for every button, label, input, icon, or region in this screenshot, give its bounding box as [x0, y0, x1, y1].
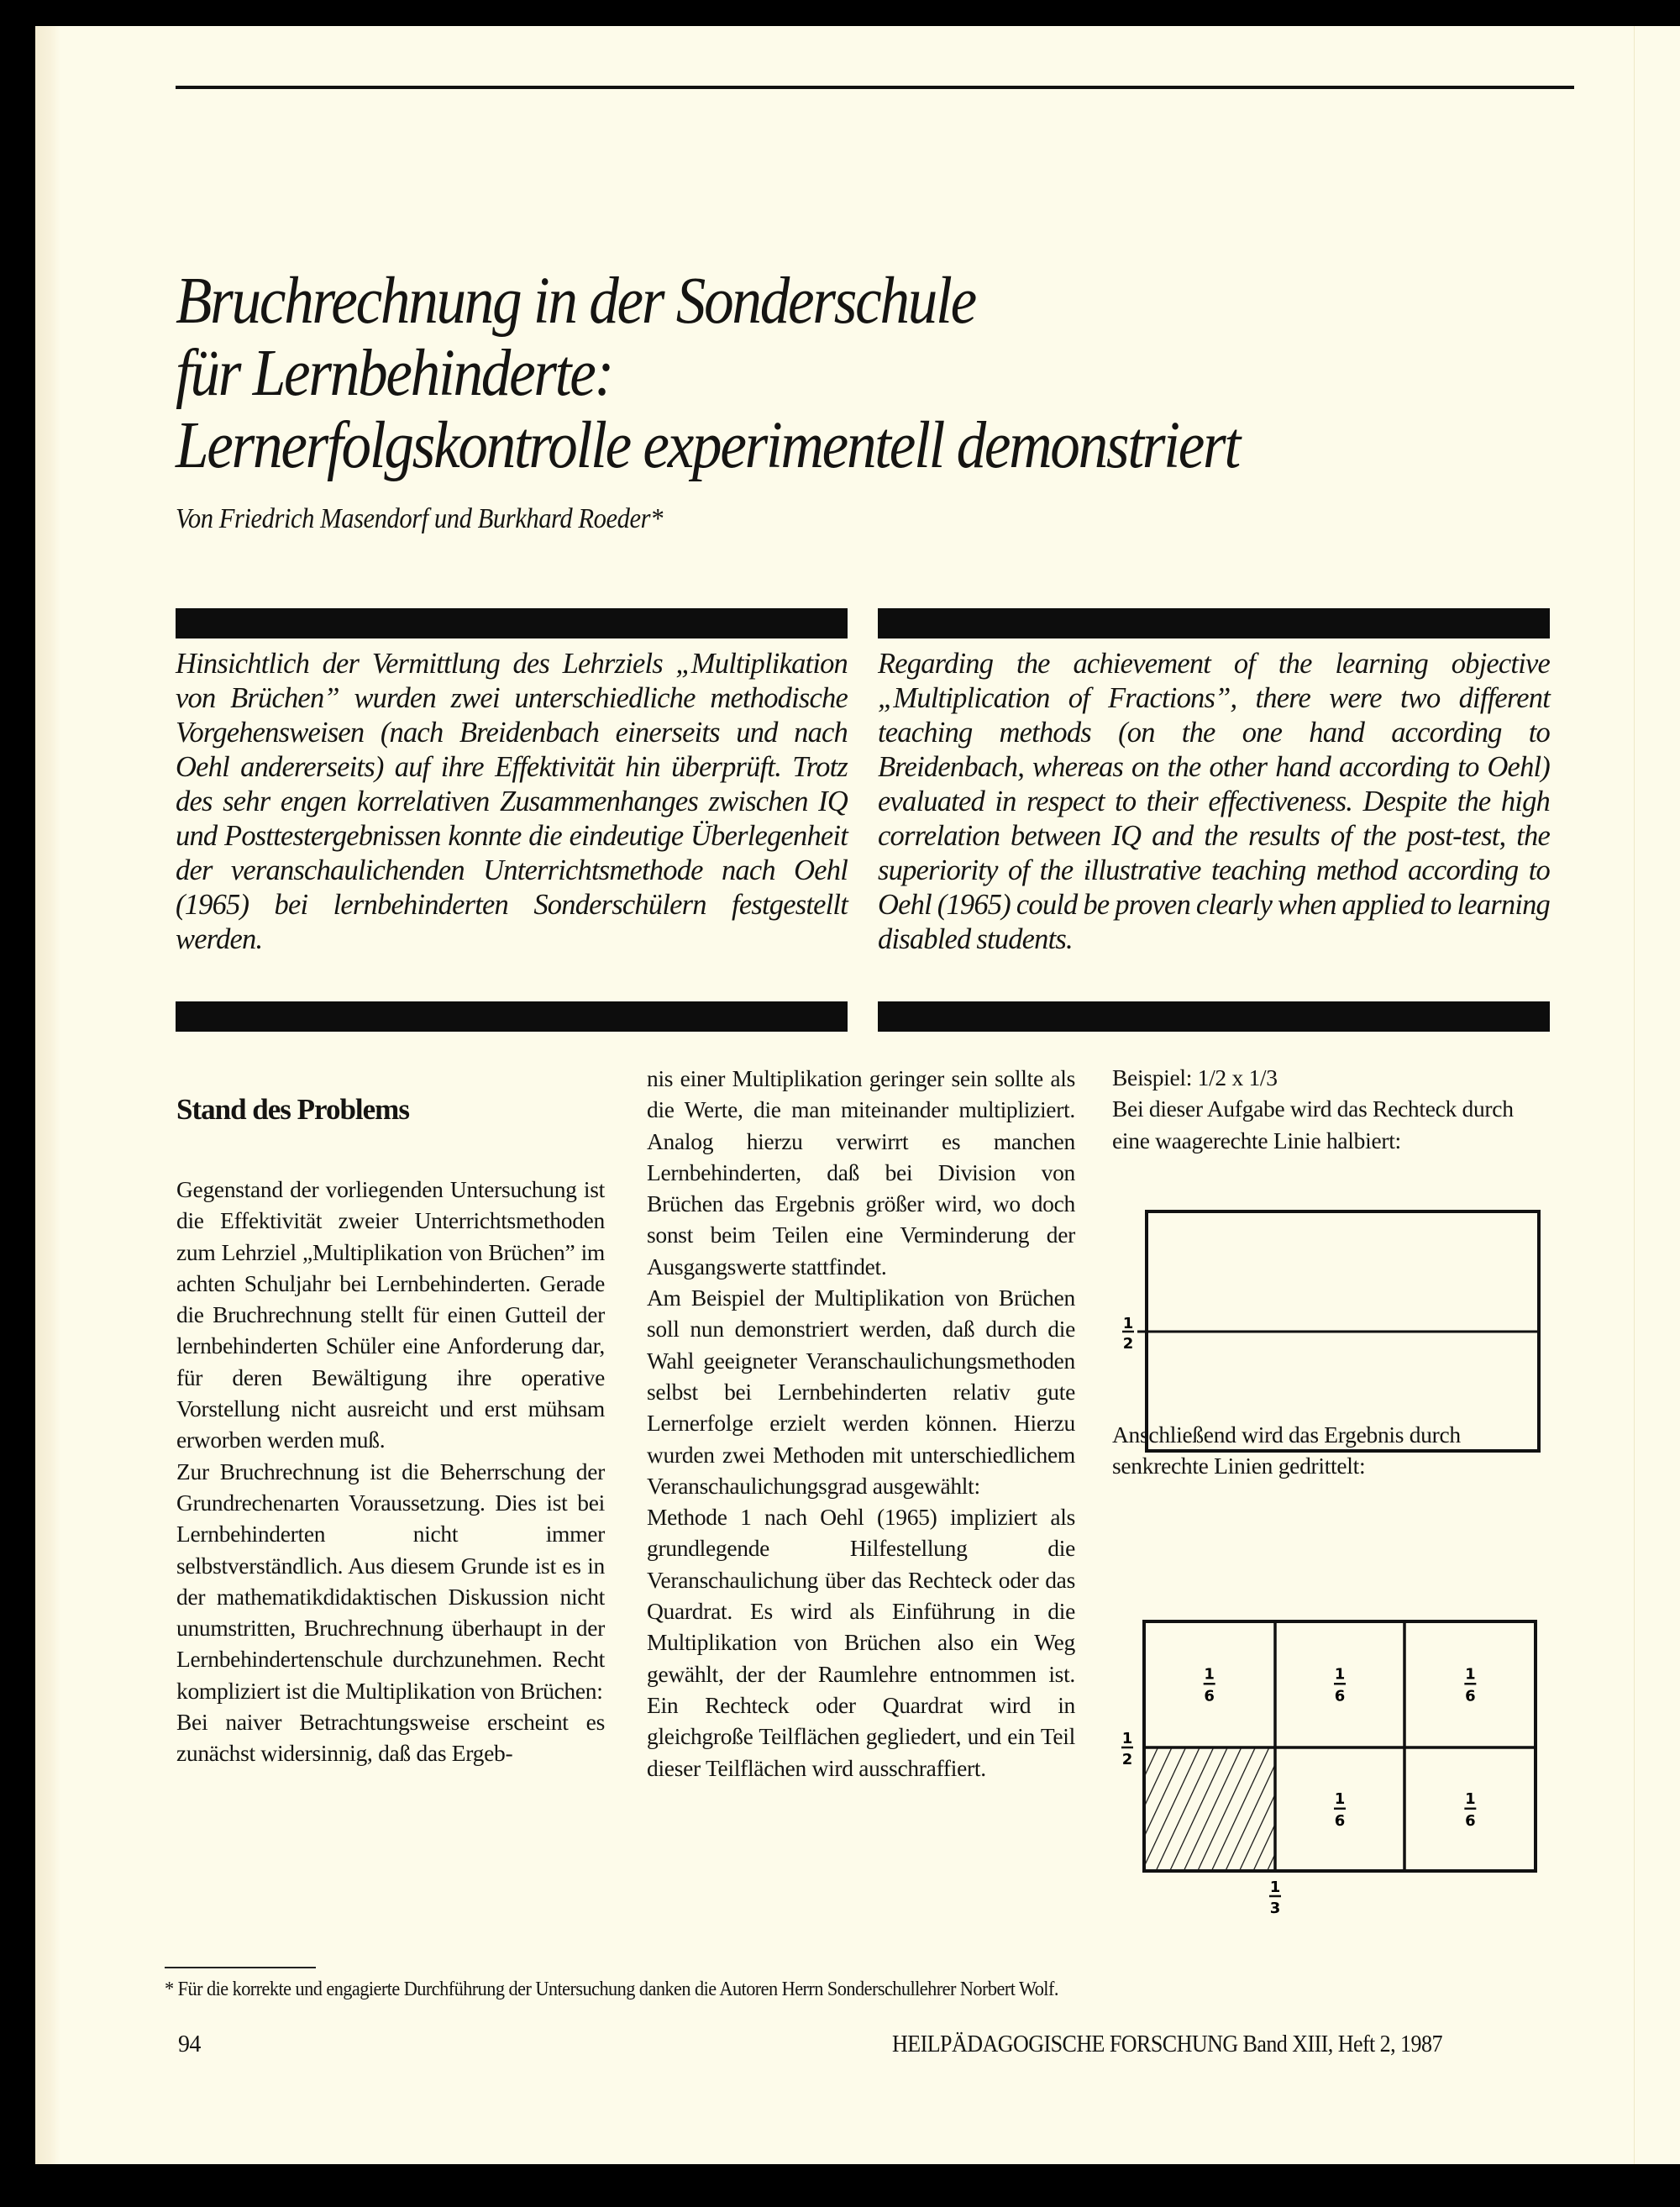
paragraph: Gegenstand der vorliegenden Untersuchung ist die Effektivität zweier Unterrichtsmethoden zum Lehrziel „Multiplikation von Brüchen” im achten Schuljahr bei Lernbehinderten. Gerade die Bruchrechnung stellt für einen Gutteil der lernbehinderten Schüler eine Anforderung dar, für deren Bewältigung ihre operative Vorstellung nicht ausreicht und erst mühsam erworben werden muß.	[176, 1176, 605, 1453]
top-rule	[176, 86, 1574, 89]
fraction-denominator: 6	[1204, 1687, 1215, 1705]
paragraph: Anschließend wird das Ergebnis durch senkrechte Linien gedrittelt:	[1112, 1421, 1461, 1479]
article-title	[176, 265, 1310, 482]
abstract-english	[878, 608, 1550, 1032]
article-authors: Von Friedrich Masendorf und Burkhard Roeder*	[176, 503, 663, 534]
abstract-bar-top	[176, 608, 848, 638]
hatched-cell	[1144, 1747, 1275, 1871]
abstract-bar-bottom	[878, 1001, 1550, 1032]
fraction-numerator: 1	[1334, 1665, 1346, 1684]
title-line: Lernerfolgskontrolle experimentell demonstriert	[176, 409, 1239, 482]
cell-fraction-label	[1334, 1665, 1346, 1705]
fraction-label-half	[1122, 1315, 1134, 1353]
abstract-english-text: Regarding the achievement of the learning objective „Multiplication of Fractions”, there were two different teaching methods (on the one hand according to Breidenbach, whereas on the other hand according to Oehl) evaluated in respect to their effectiveness. Despite the high correlation between IQ and the results of the post-test, the superiority of the illustrative teaching method according to Oehl (1965) could be proven clearly when applied to learning disabled students.	[878, 648, 1550, 955]
fraction-denominator: 6	[1465, 1811, 1476, 1830]
cell-fraction-label	[1204, 1665, 1215, 1705]
paragraph: Zur Bruchrechnung ist die Beherrschung der Grundrechenarten Voraussetzung. Dies ist bei Lernbehinderten nicht immer selbstverständlich. Aus diesem Grunde ist es in der mathematikdidaktischen Diskussion nicht unumstritten, Bruchrechnung überhaupt in der Lernbehindertenschule durchzunehmen. Recht kompliziert ist die Multiplikation von Brüchen:	[176, 1458, 605, 1704]
cell-fraction-label	[1464, 1790, 1476, 1830]
fraction-numerator: 1	[1465, 1789, 1476, 1808]
fraction-denominator: 6	[1334, 1687, 1346, 1705]
fraction-numerator: 1	[1465, 1665, 1476, 1684]
body-column-1	[176, 1063, 605, 1769]
fraction-denominator: 2	[1122, 1335, 1134, 1353]
page-fold-line	[1634, 26, 1635, 2164]
abstract-bar-bottom	[176, 1001, 848, 1032]
section-heading: Stand des Problems	[176, 1093, 409, 1126]
fraction-label-third	[1269, 1879, 1281, 1917]
footnote-rule	[165, 1967, 316, 1968]
journal-citation: HEILPÄDAGOGISCHE FORSCHUNG Band XIII, Heft 2, 1987	[892, 2031, 1442, 2057]
fraction-denominator: 6	[1465, 1687, 1476, 1705]
page-number: 94	[178, 2031, 201, 2057]
cell-fraction-label	[1334, 1790, 1346, 1830]
cell-fraction-label	[1464, 1665, 1476, 1705]
fraction-numerator: 1	[1204, 1665, 1215, 1684]
fraction-label-half	[1121, 1730, 1133, 1768]
body-column-2	[647, 1063, 1075, 1784]
footnote: * Für die korrekte und engagierte Durchführung der Untersuchung danken die Autoren Herrn Sonderschullehrer Norbert Wolf.	[165, 1978, 1058, 2000]
fraction-numerator: 1	[1334, 1789, 1346, 1808]
paragraph: Am Beispiel der Multiplikation von Brüchen soll nun demonstriert werden, daß durch die Wahl geeigneter Veranschaulichungsmethoden selbst bei Lernbehinderten relativ gute Lernerfolge erzielt werden können. Hierzu wurden zwei Methoden mit unterschiedlichem Veranschaulichungsgrad ausgewählt:	[647, 1285, 1075, 1499]
example-line: Beispiel: 1/2 x 1/3	[1112, 1064, 1278, 1090]
page-edge-shadow	[35, 26, 60, 2164]
paragraph: nis einer Multiplikation geringer sein sollte als die Werte, die man miteinander multipliziert. Analog hierzu verwirrt es manchen Lernbehinderten, daß bei Division von Brüchen das Ergebnis größer wird, wo doch sonst beim Teilen eine Verminderung der Ausgangswerte stattfindet.	[647, 1065, 1075, 1280]
sixths-grid-diagram	[1109, 1613, 1562, 1932]
fraction-denominator: 3	[1269, 1900, 1281, 1917]
title-line: für Lernbehinderte:	[176, 337, 613, 410]
fraction-denominator: 6	[1334, 1811, 1346, 1830]
fraction-numerator: 1	[1269, 1879, 1281, 1896]
fraction-numerator: 1	[1122, 1315, 1134, 1332]
abstract-bar-top	[878, 608, 1550, 638]
abstract-german-text: Hinsichtlich der Vermittlung des Lehrziels „Multiplikation von Brüchen” wurden zwei unterschiedliche methodische Vorgehensweisen (nach Breidenbach einerseits und nach Oehl andererseits) auf ihre Effektivität hin überprüft. Trotz des sehr engen korrelativen Zusammenhanges zwischen IQ und Posttestergebnissen konnte die eindeutige Überlegenheit der veranschaulichenden Unterrichtsmethode nach Oehl (1965) bei lernbehinderten Sonderschülern festgestellt werden.	[176, 648, 848, 955]
halved-rectangle-diagram	[1117, 1197, 1571, 1466]
paragraph: Bei naiver Betrachtungsweise erscheint es zunächst widersinnig, daß das Ergeb-	[176, 1709, 605, 1767]
fraction-numerator: 1	[1121, 1730, 1133, 1747]
abstract-german	[176, 608, 848, 1032]
fraction-denominator: 2	[1121, 1751, 1133, 1768]
paragraph: Bei dieser Aufgabe wird das Rechteck durch eine waagerechte Linie halbiert:	[1112, 1096, 1514, 1153]
paragraph: Methode 1 nach Oehl (1965) impliziert als grundlegende Hilfestellung die Veranschaulichung über das Rechteck oder das Quardrat. Es wird als Einführung in die Multiplikation von Brüchen also ein Weg gewählt, der der Raumlehre entnommen ist. Ein Rechteck oder Quardrat wird in gleichgroße Teilflächen gegliedert, und ein Teil dieser Teilflächen wird ausschraffiert.	[647, 1504, 1075, 1781]
title-line: Bruchrechnung in der Sonderschule	[176, 265, 975, 338]
